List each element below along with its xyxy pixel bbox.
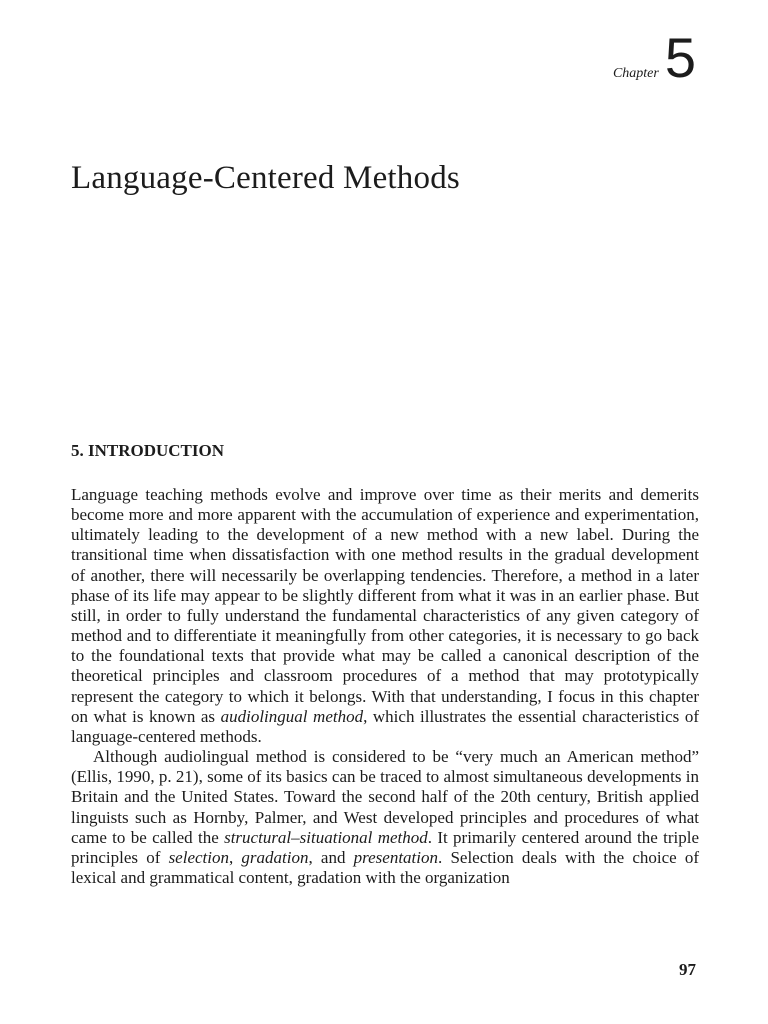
body-text <box>71 485 699 888</box>
text-segment-italic: presentation <box>353 847 439 867</box>
text-segment: . It primarily centered around the triple principles of <box>71 827 700 867</box>
paragraph-2 <box>71 747 699 888</box>
chapter-label: Chapter <box>612 66 659 81</box>
text-segment: . Selection deals with the choice of lexical and grammatical content, gradation with the organization <box>71 847 700 887</box>
text-segment-italic: selection <box>168 847 229 867</box>
text-segment: , <box>228 847 242 867</box>
text-segment: , which illustrates the essential characteristics of language-centered methods. <box>71 706 699 746</box>
text-segment: , and <box>308 847 354 867</box>
text-segment-italic: gradation <box>241 847 309 867</box>
page-number: 97 <box>679 960 696 979</box>
text-segment: Although audiolingual method is considered to be “very much an American method” (Ellis, 1990, p. 21), some of its basics can be traced to almost simultaneous developments in Britain and the United States. Toward the second half of the 20th century, British applied linguists such as Hornby, Palmer, and West developed principles and procedures of what came to be called the <box>71 747 699 847</box>
chapter-title: Language-Centered Methods <box>71 160 460 196</box>
chapter-number: 5 <box>664 26 696 89</box>
paragraph-1 <box>71 485 699 747</box>
text-segment-italic: audiolingual method <box>220 706 364 726</box>
chapter-marker <box>612 26 696 89</box>
section-heading: 5. INTRODUCTION <box>71 441 225 460</box>
text-segment: Language teaching methods evolve and improve over time as their merits and demerits become more and more apparent with the accumulation of experience and experimentation, ultimately leading to the development of a new method with a new label. During the transitional time when dissatisfaction with one method results in the gradual development of another, there will necessarily be overlapping tendencies. Therefore, a method in a later phase of its life may appear to be slightly different from what it was in an earlier phase. But still, in order to fully understand the fundamental characteristics of any given category of method and to differentiate it meaningfully from other categories, it is necessary to go back to the foundational texts that provide what may be called a canonical description of the theoretical principles and classroom procedures of a method that may prototypically represent the category to which it belongs. With that understanding, I focus in this chapter on what is known as <box>71 485 699 726</box>
text-segment-italic: structural–situational method <box>224 827 428 847</box>
